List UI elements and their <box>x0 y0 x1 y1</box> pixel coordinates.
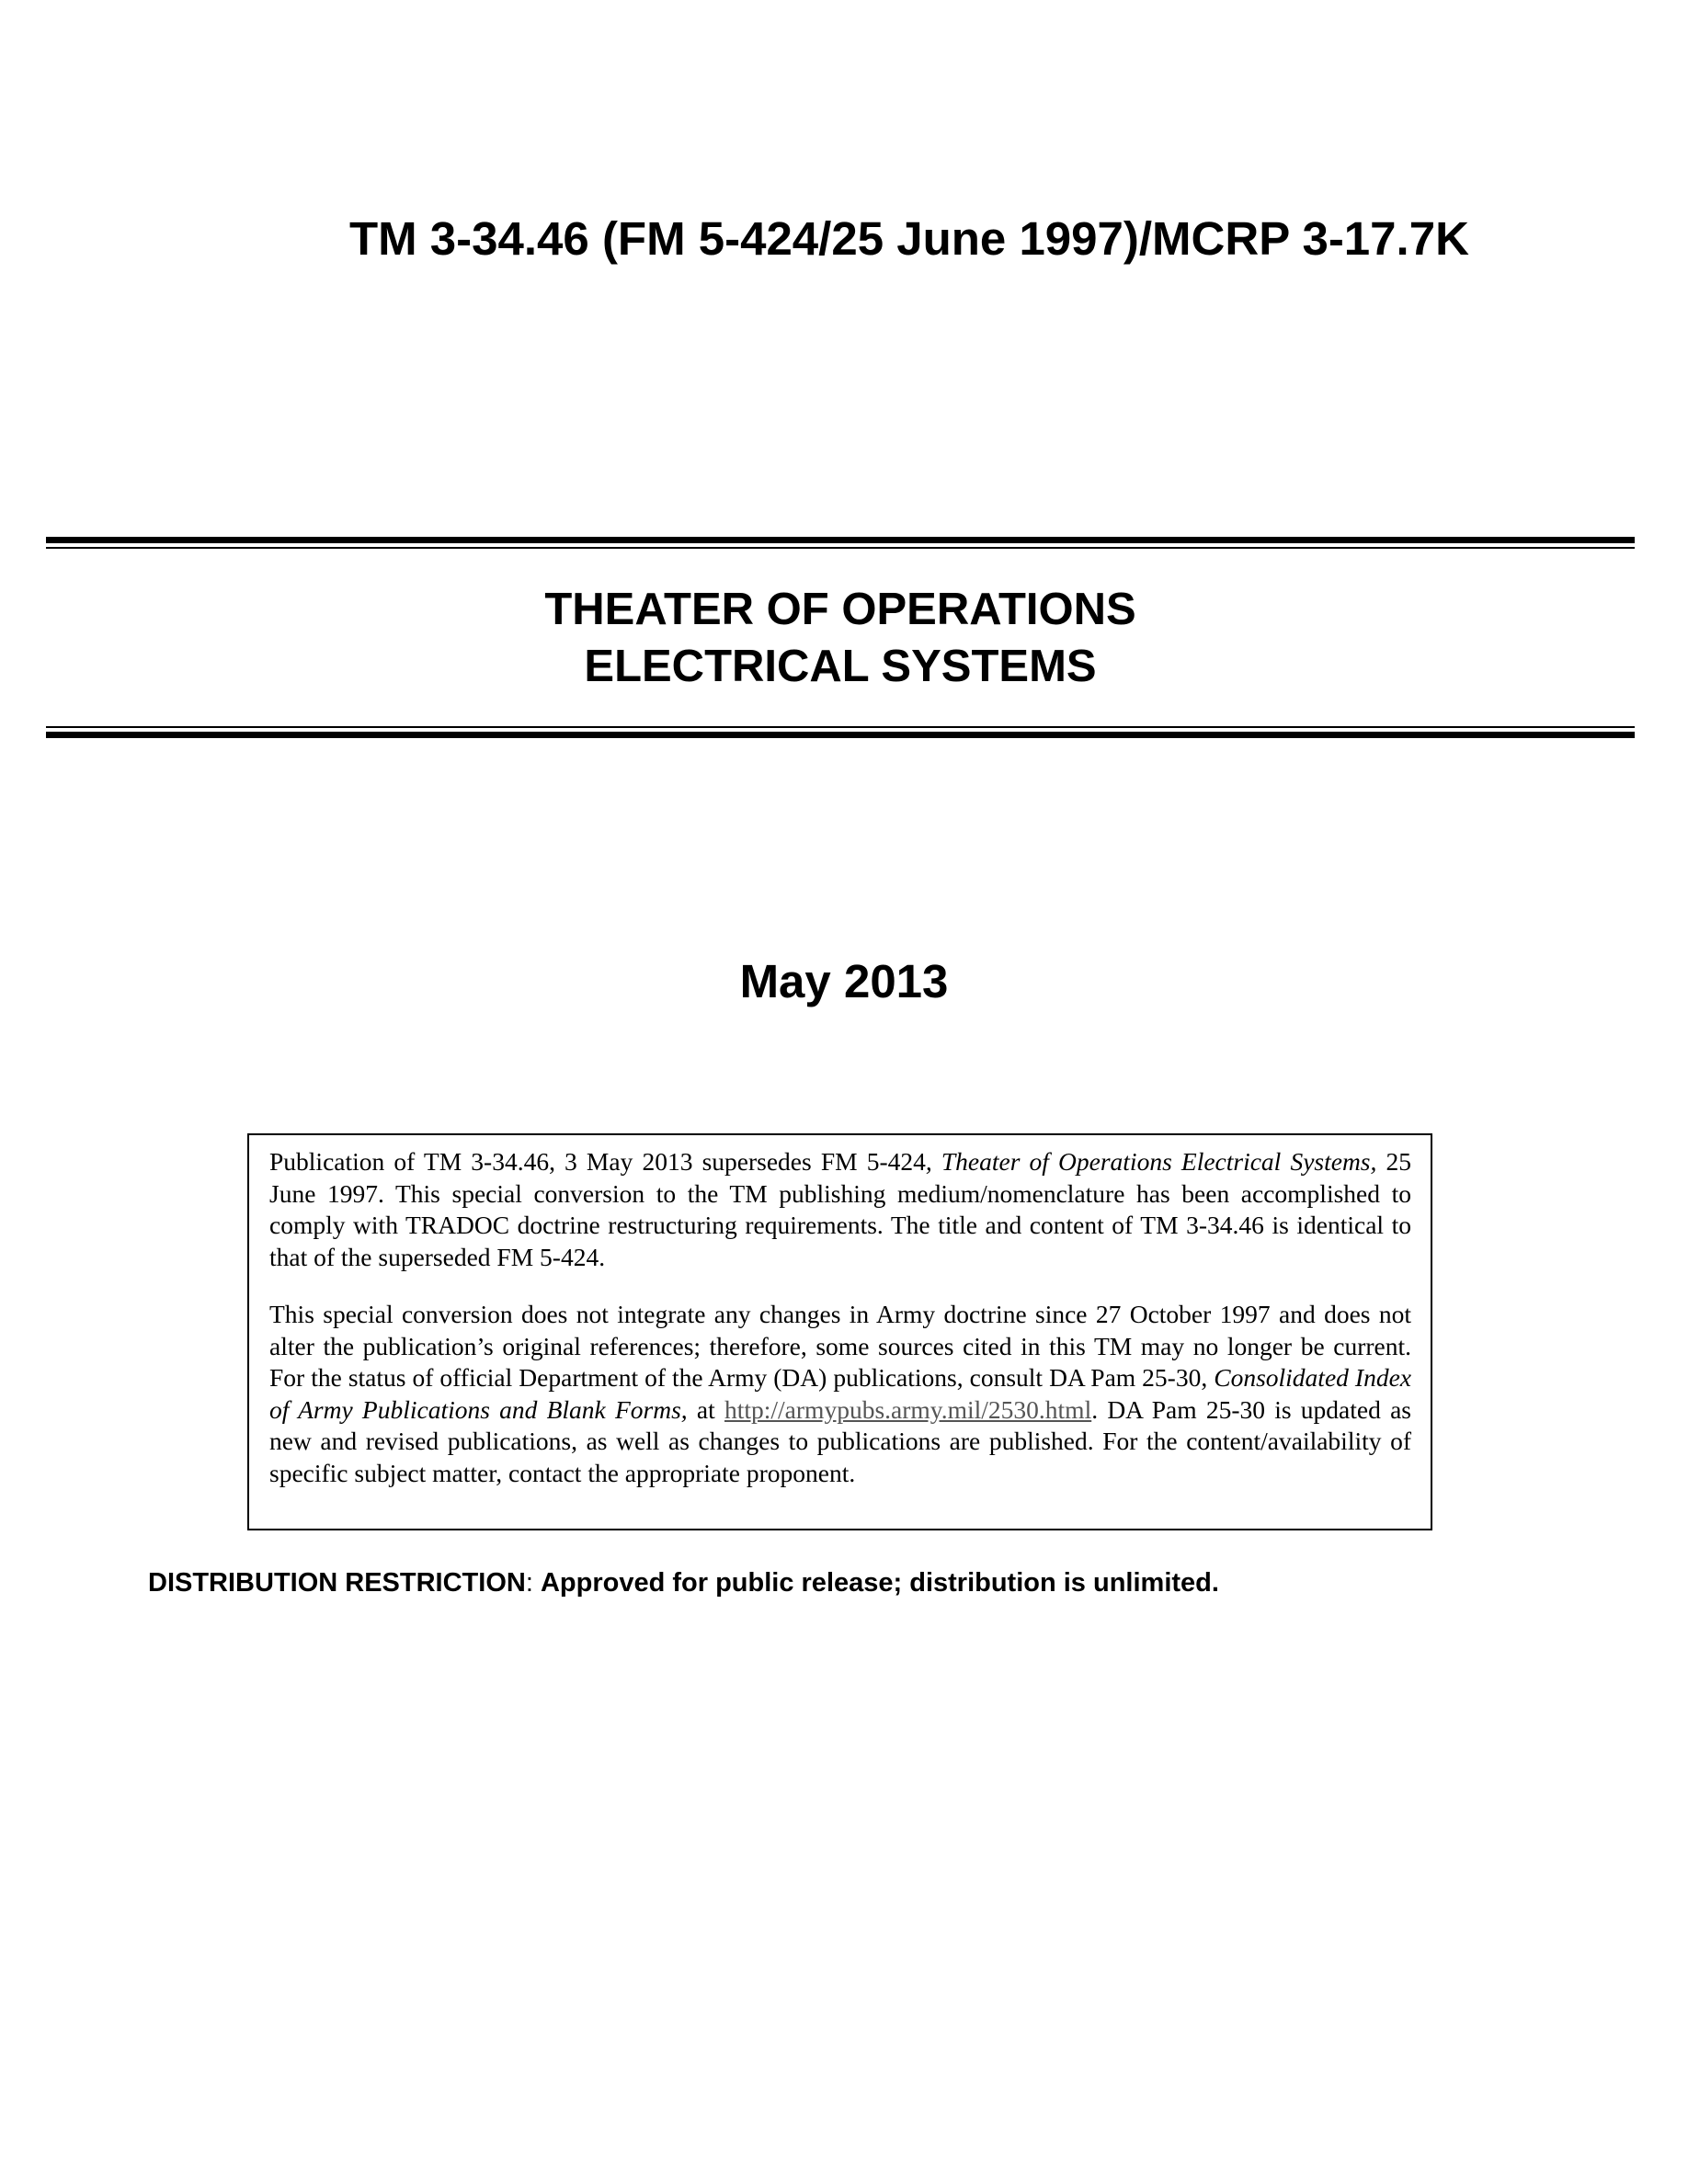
title-top-rule <box>46 537 1635 549</box>
armypubs-link[interactable]: http://armypubs.army.mil/2530.html <box>724 1394 1092 1424</box>
title-line-1: THEATER OF OPERATIONS <box>544 585 1136 634</box>
publication-date: May 2013 <box>739 955 949 1007</box>
document-title <box>46 581 1635 695</box>
title-bottom-rule <box>46 726 1635 738</box>
distribution-label: DISTRIBUTION RESTRICTION <box>148 1568 526 1598</box>
rule-thin-line <box>46 547 1635 549</box>
notice-text: This special conversion does not integrate any changes in Army doctrine since 27 October 1997 and does not alter the publication’s original references; therefore, some sources cited in this TM may no longer be current. For the status of official Department of the Army (DA) publications, consult DA Pam 25-30, <box>269 1300 1411 1392</box>
rule-thick-line <box>46 537 1635 543</box>
distribution-text: Approved for public release; distribution is unlimited. <box>540 1568 1219 1598</box>
notice-text: . DA Pam 25-30 is updated as new and revised publications, as well as changes to publications are published. For the content/availability of specific subject matter, contact the appropriate proponent. <box>269 1394 1411 1487</box>
notice-text: Publication of TM 3-34.46, 3 May 2013 supersedes FM 5-424 <box>269 1147 926 1176</box>
notice-italic-title: , Theater of Operations Electrical Systems, <box>925 1147 1377 1176</box>
distribution-separator: : <box>525 1568 541 1598</box>
rule-thin-line <box>46 726 1635 728</box>
notice-italic-title: Consolidated Index of Army Publications and Blank Forms, <box>269 1363 1411 1424</box>
distribution-restriction <box>148 1568 1219 1598</box>
title-line-2: ELECTRICAL SYSTEMS <box>584 642 1097 691</box>
supersession-notice-box <box>247 1133 1432 1530</box>
notice-text: at <box>687 1394 724 1424</box>
notice-paragraph-1 <box>269 1146 1411 1273</box>
notice-paragraph-2 <box>269 1299 1411 1489</box>
rule-thick-line <box>46 732 1635 738</box>
document-number: TM 3-34.46 (FM 5-424/25 June 1997)/MCRP 3-17.7K <box>349 212 1469 265</box>
notice-text: 25 June 1997. This special conversion to the TM publishing medium/nomenclature has been accomplished to comply with TRADOC doctrine restructuring requirements. The title and content of TM 3-34.46 is identical to that of the superseded FM 5-424. <box>269 1147 1412 1271</box>
